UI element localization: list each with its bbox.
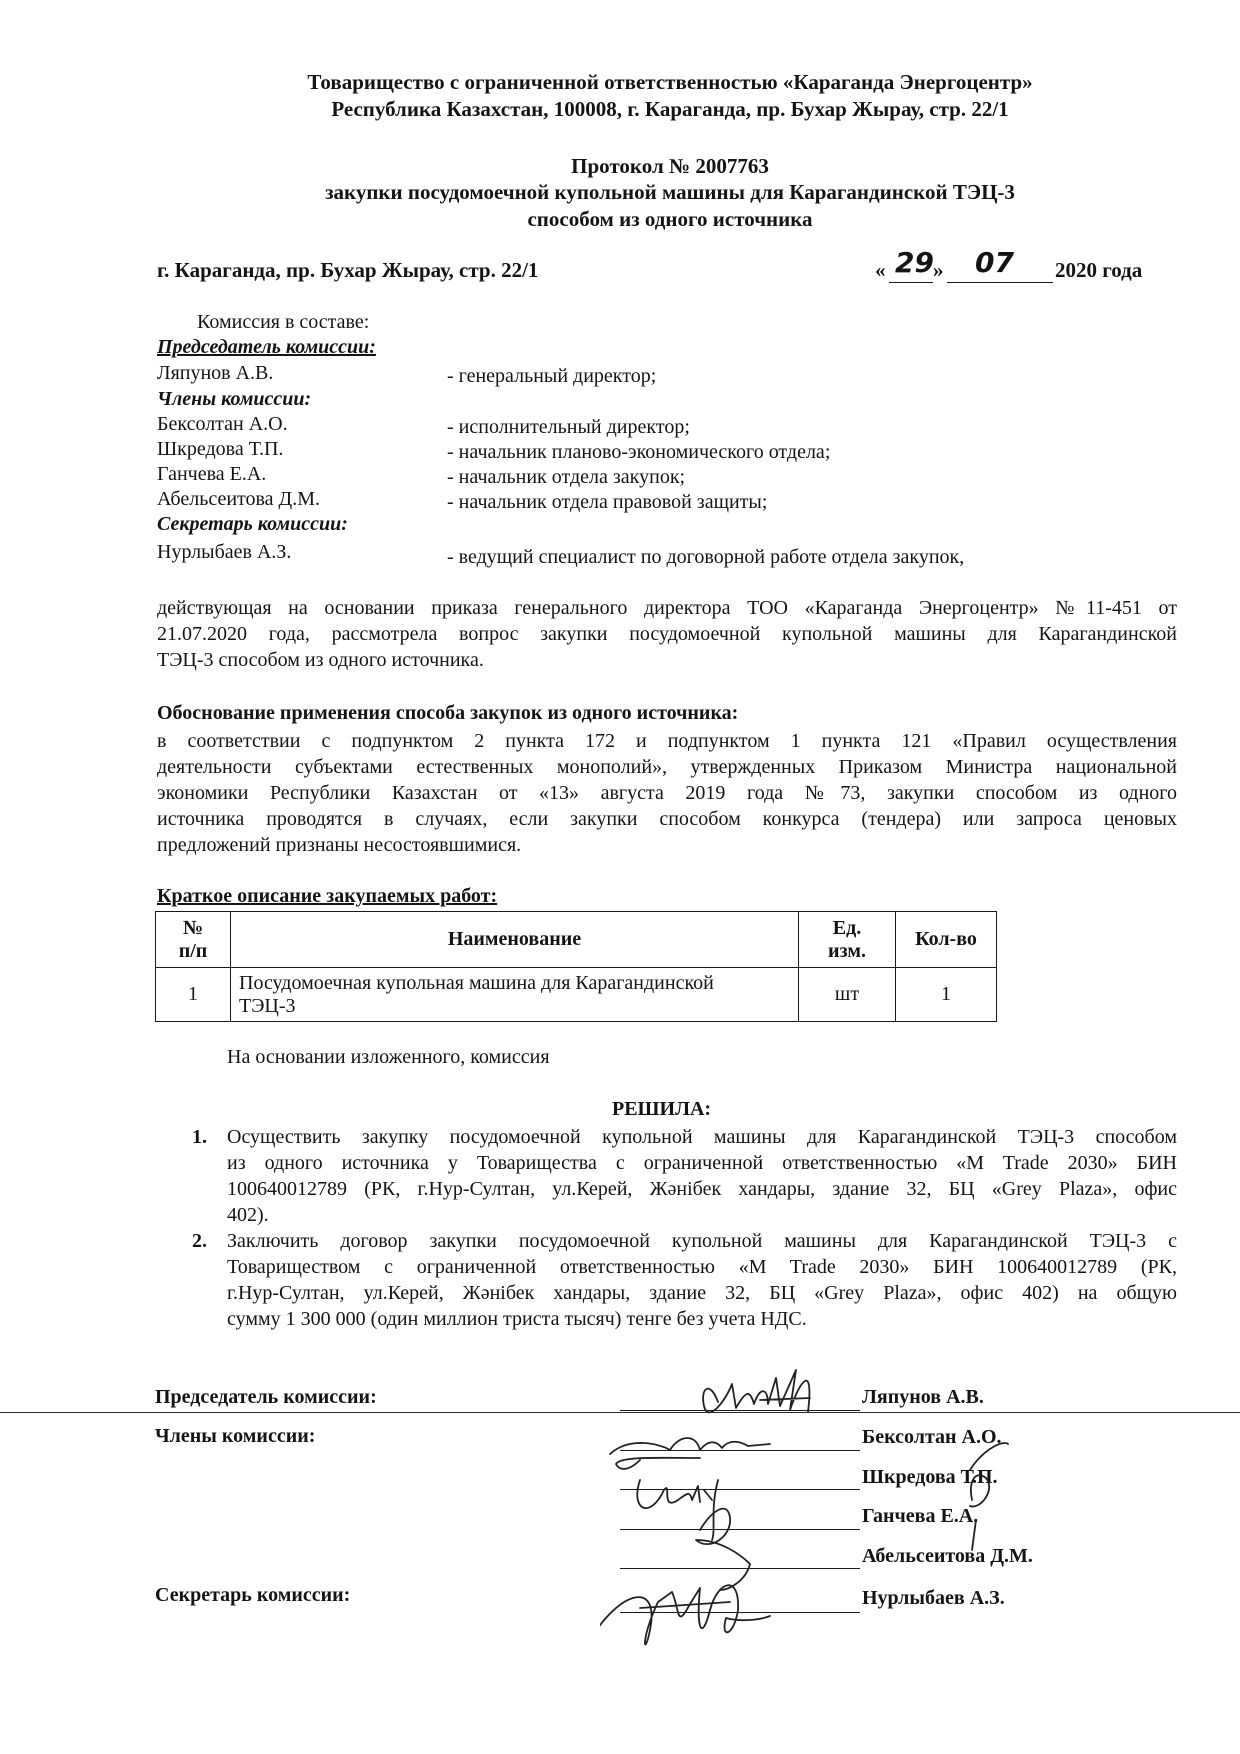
signature-chair-label: Председатель комиссии: xyxy=(155,1386,377,1408)
signature-secretary-label: Секретарь комиссии: xyxy=(155,1584,351,1606)
decision-item-line: Заключить договор закупки посудомоечной купольной машины для Карагандинской ТЭЦ-3 с xyxy=(227,1230,1177,1252)
secretary-heading: Секретарь комиссии: xyxy=(157,513,348,535)
secretary-role: - ведущий специалист по договорной работе отдела закупок, xyxy=(447,546,965,568)
signature-members-label: Члены комиссии: xyxy=(155,1425,316,1447)
signatory-name: Нурлыбаев А.З. xyxy=(862,1587,1005,1609)
table-header-row xyxy=(156,912,997,968)
decision-item-line: из одного источника у Товарищества с ограниченной ответственностью «M Trade 2030» БИН xyxy=(227,1152,1177,1174)
signatory-name: Абельсеитова Д.М. xyxy=(862,1545,1033,1567)
org-name: Товарищество с ограниченной ответственностью «Караганда Энергоцентр» xyxy=(307,70,1033,94)
decision-item-line: Товариществом с ограниченной ответственностью «M Trade 2030» БИН 100640012789 (РК, xyxy=(227,1256,1177,1278)
signature-extra xyxy=(970,1443,1008,1550)
column-header-name: Наименование xyxy=(231,912,799,968)
decision-item-line: 402). xyxy=(227,1204,269,1226)
decision-item-number: 2. xyxy=(192,1230,207,1252)
signatory-name: Ляпунов А.В. xyxy=(862,1386,984,1408)
cell-name-line: ТЭЦ-3 xyxy=(239,994,296,1017)
column-header-unit-line: изм. xyxy=(828,939,866,962)
signature-member-1 xyxy=(610,1438,770,1469)
justification-line: предложений признаны несостоявшимися. xyxy=(157,834,522,856)
handwritten-signatures xyxy=(600,1340,1020,1660)
column-header-quantity: Кол-во xyxy=(896,912,997,968)
member-name: Бексолтан А.О. xyxy=(157,413,288,435)
preamble-line: 21.07.2020 года, рассмотрела вопрос закупки посудомоечной купольной машины для Карагандинской xyxy=(157,623,1177,645)
date-quote-close: » xyxy=(933,258,944,282)
cell-name-line: Посудомоечная купольная машина для Карагандинской xyxy=(239,971,714,994)
chair-name: Ляпунов А.В. xyxy=(157,362,274,384)
cell-number: 1 xyxy=(156,968,231,1022)
org-address: Республика Казахстан, 100008, г. Караганда, пр. Бухар Жырау, стр. 22/1 xyxy=(331,97,1009,121)
decision-item-line: Осуществить закупку посудомоечной купольной машины для Карагандинской ТЭЦ-3 способом xyxy=(227,1126,1177,1148)
protocol-date xyxy=(875,246,1155,288)
works-table xyxy=(155,911,997,1022)
members-heading: Члены комиссии: xyxy=(157,388,312,410)
date-day: 29 xyxy=(895,246,934,279)
chair-role: - генеральный директор; xyxy=(447,365,657,387)
decision-item-line: сумму 1 300 000 (один миллион триста тысяч) тенге без учета НДС. xyxy=(227,1308,807,1330)
justification-line: деятельности субъектами естественных монополий», утвержденных Приказом Министра национальной xyxy=(157,756,1177,778)
member-role: - начальник отдела закупок; xyxy=(447,466,686,488)
column-header-number-line: п/п xyxy=(178,939,208,962)
date-month-underline xyxy=(947,282,1053,283)
basis-text: На основании изложенного, комиссия xyxy=(227,1046,550,1068)
cell-unit: шт xyxy=(799,968,896,1022)
decision-item-line: г.Нур-Султан, ул.Керей, Жәнібек хандары, здание 32, БЦ «Grey Plaza», офис 402) на общую xyxy=(227,1282,1177,1304)
member-name: Абельсеитова Д.М. xyxy=(157,488,320,510)
signatory-name: Шкредова Т.П. xyxy=(862,1466,998,1488)
signatory-name: Бексолтан А.О. xyxy=(862,1426,1002,1448)
member-name: Ганчева Е.А. xyxy=(157,463,267,485)
date-year: 2020 года xyxy=(1055,258,1143,282)
preamble-line: ТЭЦ-3 способом из одного источника. xyxy=(157,649,484,671)
date-quote-open: « xyxy=(875,258,886,282)
preamble-line: действующая на основании приказа генерального директора ТОО «Караганда Энергоцентр» №11-451 от xyxy=(157,597,1177,619)
signature-member-3 xyxy=(696,1509,750,1590)
works-heading: Краткое описание закупаемых работ: xyxy=(157,885,498,907)
column-header-unit-line: Ед. xyxy=(832,916,862,939)
justification-line: в соответствии с подпунктом 2 пункта 172 и подпунктом 1 пункта 121 «Правил осуществления xyxy=(157,730,1177,752)
column-header-unit xyxy=(799,912,896,968)
protocol-number: Протокол № 2007763 xyxy=(571,154,769,178)
protocol-place: г. Караганда, пр. Бухар Жырау, стр. 22/1 xyxy=(157,258,539,282)
signature-chair xyxy=(703,1370,810,1412)
member-role: - исполнительный директор; xyxy=(447,416,690,438)
decision-item-line: 100640012789 (РК, г.Нур-Султан, ул.Керей, Жәнібек хандары, здание 32, БЦ «Grey Plaza», офис xyxy=(227,1178,1177,1200)
signatory-name: Ганчева Е.А. xyxy=(862,1505,979,1527)
justification-heading: Обоснование применения способа закупок из одного источника: xyxy=(157,702,739,724)
member-role: - начальник планово-экономического отдела; xyxy=(447,441,831,463)
commission-intro: Комиссия в составе: xyxy=(197,311,370,333)
justification-line: источника проводятся в случаях, если закупки способом конкурса (тендера) или запроса ценовых xyxy=(157,808,1177,830)
justification-line: экономики Республики Казахстан от «13» августа 2019 года №73, закупки способом из одного xyxy=(157,782,1177,804)
member-name: Шкредова Т.П. xyxy=(157,438,284,460)
cell-quantity: 1 xyxy=(896,968,997,1022)
column-header-number-line: № xyxy=(182,916,204,939)
member-role: - начальник отдела правовой защиты; xyxy=(447,491,768,513)
protocol-subject: закупки посудомоечной купольной машины для Карагандинской ТЭЦ-3 xyxy=(325,180,1015,204)
table-row xyxy=(156,968,997,1022)
date-month: 07 xyxy=(975,246,1014,279)
column-header-number xyxy=(156,912,231,968)
date-day-underline xyxy=(889,282,933,283)
signature-member-2 xyxy=(637,1480,718,1540)
cell-name xyxy=(231,968,799,1022)
secretary-name: Нурлыбаев А.З. xyxy=(157,541,292,563)
chair-heading: Председатель комиссии: xyxy=(157,336,376,358)
protocol-method: способом из одного источника xyxy=(527,207,813,231)
decision-item-number: 1. xyxy=(192,1126,207,1148)
decision-heading: РЕШИЛА: xyxy=(612,1098,712,1120)
signature-secretary xyxy=(600,1585,770,1644)
